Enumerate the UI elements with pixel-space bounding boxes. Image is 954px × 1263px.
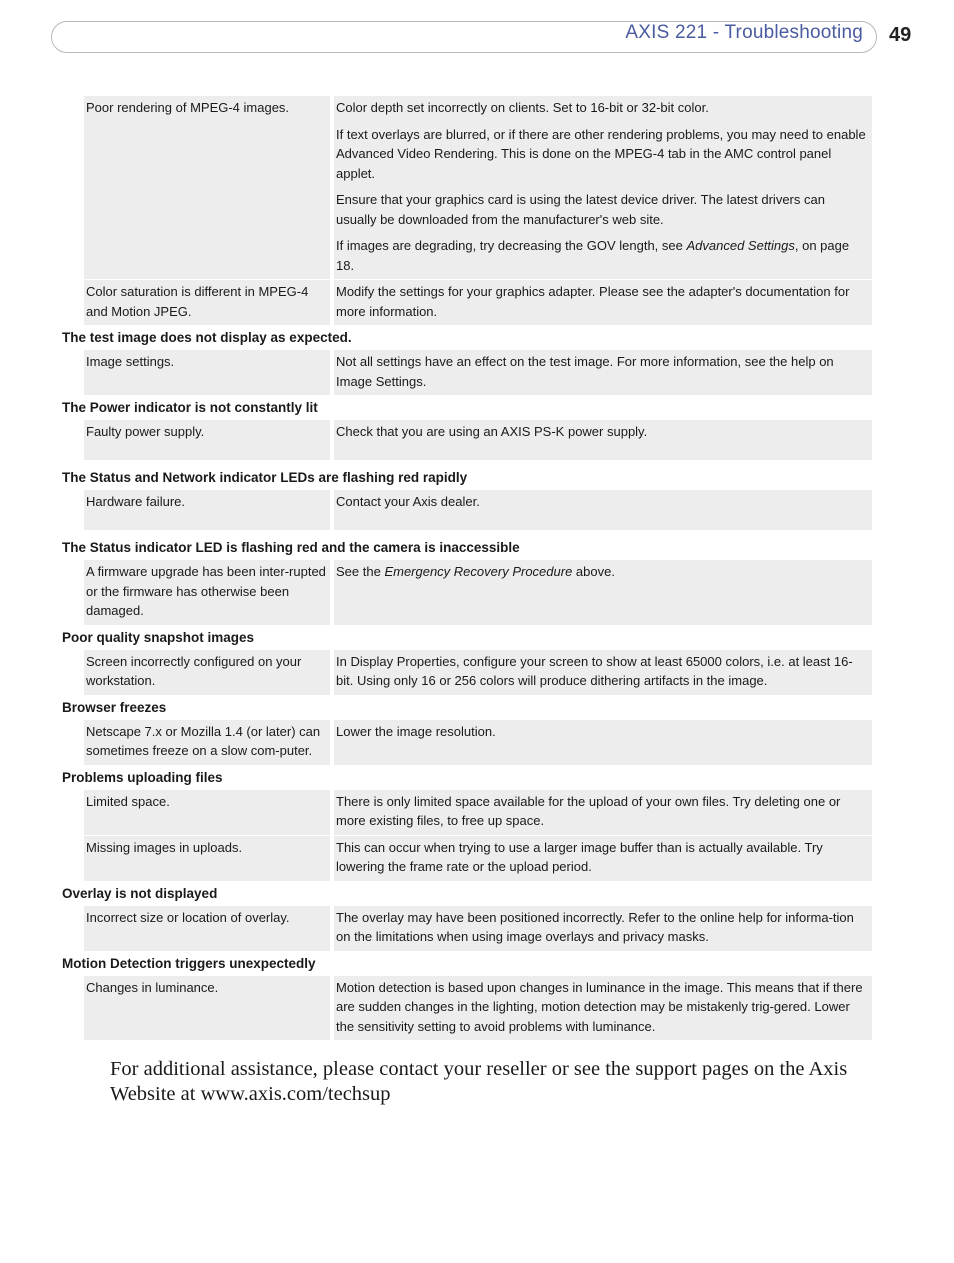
remedy-cell — [334, 96, 872, 279]
cause-cell: Color saturation is different in MPEG-4 and Motion JPEG. — [84, 280, 330, 325]
section-title: Poor quality snapshot images — [62, 629, 255, 645]
section-title: The Power indicator is not constantly lit — [62, 400, 318, 415]
remedy-text: , on page 18. — [336, 238, 850, 273]
troubleshooting-table — [62, 96, 872, 1040]
remedy-cell: Modify the settings for your graphics adapter. Please see the adapter's documentation for more information. — [334, 280, 872, 325]
remedy-text: See the — [336, 564, 385, 579]
remedy-paragraph: Ensure that your graphics card is using the latest device driver. The latest drivers can usually be downloaded from the manufacturer's web site. — [336, 192, 825, 227]
table-row — [84, 420, 872, 460]
cause-cell: Poor rendering of MPEG-4 images. — [84, 96, 330, 279]
cause-cell: Screen incorrectly configured on your workstation. — [84, 650, 330, 695]
remedy-text: above. — [572, 564, 615, 579]
remedy-cell: Contact your Axis dealer. — [334, 490, 872, 530]
table-row — [84, 906, 872, 951]
section-title: Problems uploading files — [62, 769, 223, 785]
table-row — [84, 650, 872, 695]
section-title: The Status indicator LED is flashing red and the camera is inaccessible — [62, 540, 520, 555]
table-row — [84, 490, 872, 530]
section-title: The Status and Network indicator LEDs are flashing red rapidly — [62, 470, 468, 485]
table-row — [84, 836, 872, 881]
cause-cell: Missing images in uploads. — [84, 836, 330, 881]
cause-cell: Changes in luminance. — [84, 976, 330, 1041]
section-title: Browser freezes — [62, 699, 167, 715]
table-row — [84, 560, 872, 625]
table-row — [84, 720, 872, 765]
remedy-cell: There is only limited space available for the upload of your own files. Try deleting one or more existing files, to free up space. — [334, 790, 872, 835]
cause-cell: Limited space. — [84, 790, 330, 835]
remedy-paragraph: If text overlays are blurred, or if there are other rendering problems, you may need to enable Advanced Video Rendering. This is done on the MPEG-4 tab in the AMC control panel applet. — [336, 126, 866, 181]
table-row — [84, 350, 872, 395]
table-row — [84, 96, 872, 279]
cause-cell: Incorrect size or location of overlay. — [84, 906, 330, 951]
remedy-cell: Motion detection is based upon changes in luminance in the image. This means that if there are sudden changes in the lighting, motion detection may be mistakenly trig-gered. Lower the sensitivity setting to avoid problems with luminance. — [334, 976, 872, 1041]
remedy-cell: The overlay may have been positioned incorrectly. Refer to the online help for informa-tion on the limitations when using image overlays and privacy masks. — [334, 906, 872, 951]
remedy-cell: This can occur when trying to use a larger image buffer than is actually available. Try lowering the frame rate or the upload period. — [334, 836, 872, 881]
cause-cell: Image settings. — [84, 350, 330, 395]
cross-reference-link[interactable]: Emergency Recovery Procedure — [384, 564, 573, 579]
section-title: Motion Detection triggers unexpectedly — [62, 955, 316, 971]
remedy-paragraph: Color depth set incorrectly on clients. Set to 16-bit or 32-bit color. — [336, 100, 709, 115]
table-row — [84, 976, 872, 1041]
cause-cell: A firmware upgrade has been inter-rupted or the firmware has otherwise been damaged. — [84, 560, 330, 625]
cause-cell: Faulty power supply. — [84, 420, 330, 460]
cause-cell: Hardware failure. — [84, 490, 330, 530]
remedy-cell: Lower the image resolution. — [334, 720, 872, 765]
remedy-cell — [334, 560, 872, 625]
remedy-cell: Not all settings have an effect on the test image. For more information, see the help on Image Settings. — [334, 350, 872, 395]
section-title: The test image does not display as expected. — [62, 330, 352, 345]
remedy-text: If images are degrading, try decreasing the GOV length, see — [336, 238, 687, 253]
cross-reference-link[interactable]: Advanced Settings — [686, 238, 795, 253]
table-row — [84, 280, 872, 325]
section-title: Overlay is not displayed — [62, 885, 218, 901]
remedy-paragraph — [336, 236, 866, 275]
page-header-title: AXIS 221 - Troubleshooting — [625, 22, 863, 43]
support-note: For additional assistance, please contact your reseller or see the support pages on the Axis Website at www.axis.com/techsup — [110, 1058, 848, 1105]
page-number: 49 — [889, 24, 912, 46]
cause-cell: Netscape 7.x or Mozilla 1.4 (or later) can sometimes freeze on a slow com-puter. — [84, 720, 330, 765]
table-row — [84, 790, 872, 835]
remedy-cell: Check that you are using an AXIS PS-K power supply. — [334, 420, 872, 460]
remedy-cell: In Display Properties, configure your screen to show at least 65000 colors, i.e. at least 16-bit. Using only 16 or 256 colors will produce dithering artifacts in the image. — [334, 650, 872, 695]
